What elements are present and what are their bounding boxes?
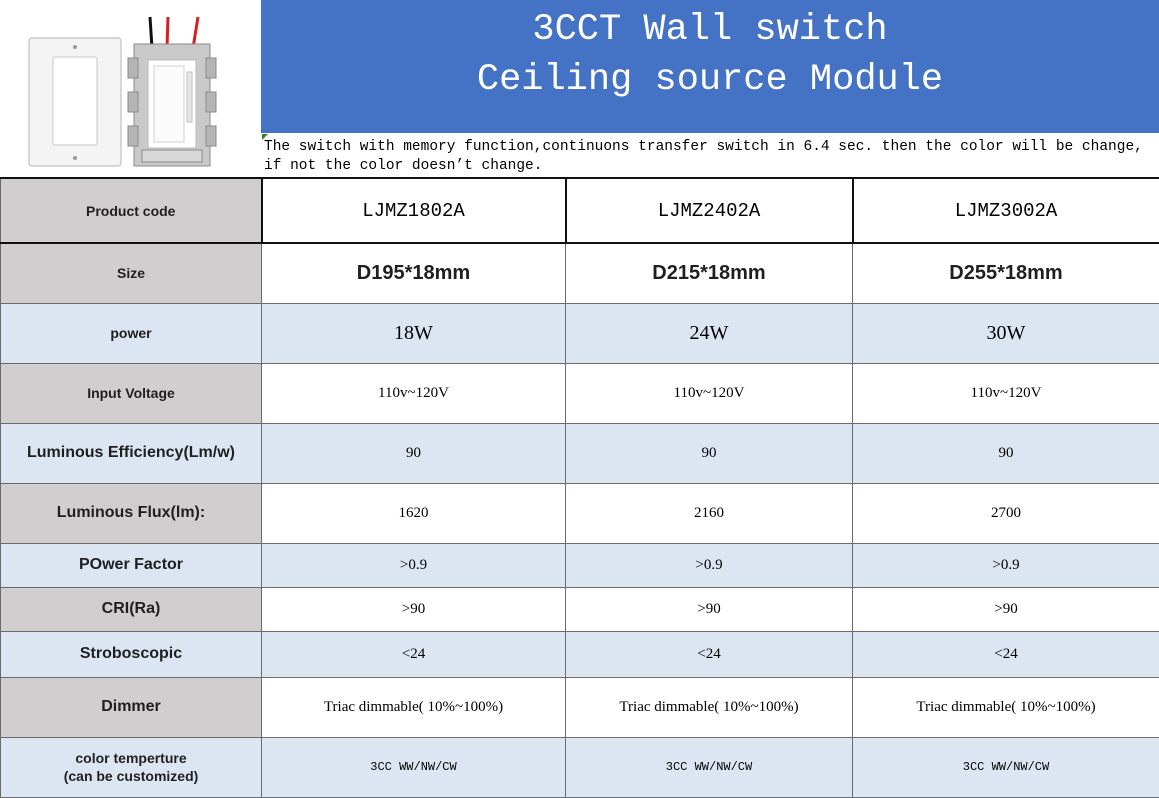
row-label-color-temperature xyxy=(1,737,262,797)
table-cell: <24 xyxy=(566,631,853,677)
spec-table xyxy=(0,177,1159,798)
table-cell: 24W xyxy=(566,303,853,363)
table-row xyxy=(1,677,1159,737)
table-row xyxy=(1,303,1159,363)
table-cell: <24 xyxy=(853,631,1159,677)
table-cell: 110v~120V xyxy=(566,363,853,423)
table-cell: 1620 xyxy=(262,483,566,543)
row-label-cri: CRI(Ra) xyxy=(1,587,262,631)
table-cell: 90 xyxy=(853,423,1159,483)
table-cell: 30W xyxy=(853,303,1159,363)
table-cell: 110v~120V xyxy=(262,363,566,423)
table-cell: 90 xyxy=(566,423,853,483)
row-label-line-1: color temperture xyxy=(1,749,261,767)
table-cell: >90 xyxy=(262,587,566,631)
table-cell: >90 xyxy=(853,587,1159,631)
table-cell: 3CC WW/NW/CW xyxy=(853,737,1159,797)
wall-switch-product-photo xyxy=(0,0,261,177)
table-row xyxy=(1,423,1159,483)
row-label-product-code: Product code xyxy=(1,178,262,243)
table-cell: 90 xyxy=(262,423,566,483)
table-cell: 18W xyxy=(262,303,566,363)
table-cell: LJMZ2402A xyxy=(566,178,853,243)
table-cell: Triac dimmable( 10%~100%) xyxy=(566,677,853,737)
row-label-dimmer: Dimmer xyxy=(1,677,262,737)
table-cell: >0.9 xyxy=(853,543,1159,587)
table-row xyxy=(1,737,1159,797)
table-cell: <24 xyxy=(262,631,566,677)
table-row xyxy=(1,363,1159,423)
table-cell: 3CC WW/NW/CW xyxy=(566,737,853,797)
table-cell: >0.9 xyxy=(262,543,566,587)
table-cell: 110v~120V xyxy=(853,363,1159,423)
row-label-stroboscopic: Stroboscopic xyxy=(1,631,262,677)
row-label-luminous-efficiency: Luminous Efficiency(Lm/w) xyxy=(1,423,262,483)
table-cell: 2160 xyxy=(566,483,853,543)
table-cell: >0.9 xyxy=(566,543,853,587)
table-row xyxy=(1,483,1159,543)
table-cell: D255*18mm xyxy=(853,243,1159,303)
table-cell: LJMZ1802A xyxy=(262,178,566,243)
table-cell: >90 xyxy=(566,587,853,631)
row-label-input-voltage: Input Voltage xyxy=(1,363,262,423)
table-row xyxy=(1,243,1159,303)
title-line-1: 3CCT Wall switch xyxy=(261,8,1159,52)
table-cell: LJMZ3002A xyxy=(853,178,1159,243)
row-label-power-factor: POwer Factor xyxy=(1,543,262,587)
row-label-line-2: (can be customized) xyxy=(1,767,261,785)
product-photo xyxy=(0,0,261,177)
table-row xyxy=(1,587,1159,631)
title-banner xyxy=(261,0,1159,133)
title-line-2: Ceiling source Module xyxy=(261,58,1159,102)
table-cell: D195*18mm xyxy=(262,243,566,303)
cell-comment-marker xyxy=(262,134,268,140)
table-cell: Triac dimmable( 10%~100%) xyxy=(262,677,566,737)
row-label-size: Size xyxy=(1,243,262,303)
table-cell: D215*18mm xyxy=(566,243,853,303)
table-row xyxy=(1,543,1159,587)
table-row xyxy=(1,178,1159,243)
table-cell: 3CC WW/NW/CW xyxy=(262,737,566,797)
table-row xyxy=(1,631,1159,677)
row-label-luminous-flux: Luminous Flux(lm): xyxy=(1,483,262,543)
table-cell: Triac dimmable( 10%~100%) xyxy=(853,677,1159,737)
table-cell: 2700 xyxy=(853,483,1159,543)
memory-function-note: The switch with memory function,continuons transfer switch in 6.4 sec. then the color will be change, if not the color doesn’t change. xyxy=(261,133,1159,177)
row-label-power: power xyxy=(1,303,262,363)
